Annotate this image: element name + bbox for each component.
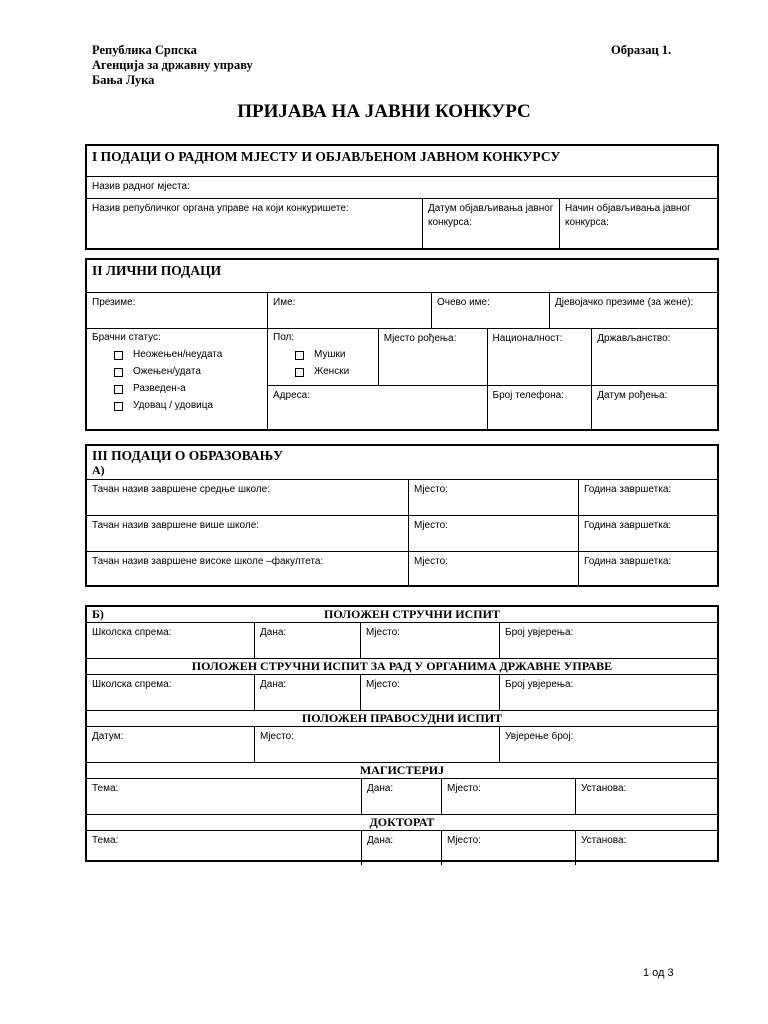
section-3-title: III ПОДАЦИ О ОБРАЗОВАЊУ — [92, 448, 284, 463]
masters-institution-field[interactable]: Установа: — [575, 779, 717, 814]
checkbox-icon[interactable] — [295, 368, 304, 377]
father-name-field[interactable]: Очево име: — [431, 293, 549, 328]
section-personal-data — [85, 258, 719, 431]
exam-3-date-field[interactable]: Датум: — [92, 731, 124, 742]
marital-option-divorced[interactable]: Разведен-а — [114, 382, 262, 396]
high-school-year-field[interactable]: Година завршетка: — [578, 480, 717, 515]
exam-2-row — [87, 674, 717, 710]
exam-2-title: ПОЛОЖЕН СТРУЧНИ ИСПИТ ЗА РАД У ОРГАНИМА ДРЖАВНЕ УПРАВЕ — [87, 658, 717, 674]
publication-date-field[interactable]: Датум објављивања јавног конкурса: — [422, 199, 559, 248]
exam-2-place-field[interactable]: Мјесто: — [360, 675, 499, 710]
doctorate-row — [87, 830, 717, 865]
org-line-1: Република Српска — [92, 43, 197, 57]
checkbox-icon[interactable] — [114, 385, 123, 394]
masters-topic-field[interactable]: Тема: — [92, 783, 119, 794]
job-name-field[interactable]: Назив радног мјеста: — [92, 181, 190, 192]
gender-birth-row — [268, 329, 717, 386]
org-line-2: Агенција за државну управу — [92, 58, 253, 72]
exam-1-row — [87, 622, 717, 658]
checkbox-icon[interactable] — [114, 368, 123, 377]
birthdate-field[interactable]: Датум рођења: — [591, 386, 717, 429]
exam-1-heading-row — [87, 607, 717, 622]
section-3-heading — [87, 446, 717, 479]
section-3-sub-label: А) — [92, 463, 105, 477]
high-school-row — [87, 479, 717, 515]
section-b-label: Б) — [92, 607, 104, 621]
gender-option-male[interactable]: Мушки — [295, 348, 373, 362]
checkbox-icon[interactable] — [114, 351, 123, 360]
exam-2-school-level-field[interactable]: Школска спрема: — [92, 679, 172, 690]
checkbox-icon[interactable] — [114, 402, 123, 411]
marital-option-single[interactable]: Неожењен/неудата — [114, 348, 262, 362]
exam-1-day-field[interactable]: Дана: — [254, 623, 360, 658]
college-year-field[interactable]: Година завршетка: — [578, 516, 717, 551]
exam-1-place-field[interactable]: Мјесто: — [360, 623, 499, 658]
exam-2-cert-field[interactable]: Број увјерења: — [499, 675, 717, 710]
marital-option-married[interactable]: Ожењен/удата — [114, 365, 262, 379]
address-row — [268, 386, 717, 429]
university-name-field[interactable]: Тачан назив завршене високе школе –факултета: — [92, 556, 324, 567]
gender-label: Пол: — [273, 332, 295, 343]
personal-details-row — [87, 328, 717, 429]
personal-details-grid — [267, 329, 717, 429]
exam-3-title: ПОЛОЖЕН ПРАВОСУДНИ ИСПИТ — [87, 710, 717, 726]
organ-row — [87, 198, 717, 248]
org-line-3: Бања Лука — [92, 73, 155, 87]
name-field[interactable]: Име: — [267, 293, 431, 328]
college-place-field[interactable]: Мјесто: — [408, 516, 578, 551]
gender-field — [268, 329, 378, 385]
high-school-place-field[interactable]: Мјесто: — [408, 480, 578, 515]
exam-3-cert-field[interactable]: Увјерење број: — [499, 727, 717, 762]
doctorate-topic-field[interactable]: Тема: — [92, 835, 119, 846]
high-school-name-field[interactable]: Тачан назив завршене средње школе: — [92, 484, 271, 495]
college-row — [87, 515, 717, 551]
names-row — [87, 292, 717, 328]
checkbox-icon[interactable] — [295, 351, 304, 360]
college-name-field[interactable]: Тачан назив завршене више школе: — [92, 520, 260, 531]
exam-1-cert-field[interactable]: Број увјерења: — [499, 623, 717, 658]
exam-3-row — [87, 726, 717, 762]
doctorate-title: ДОКТОРАТ — [87, 814, 717, 830]
section-1-heading: I ПОДАЦИ О РАДНОМ МЈЕСТУ И ОБЈАВЉЕНОМ ЈАВНОМ КОНКУРСУ — [92, 149, 561, 164]
section-education — [85, 444, 719, 587]
section-job-info — [85, 144, 719, 250]
university-year-field[interactable]: Година завршетка: — [578, 552, 717, 585]
job-name-row — [87, 176, 717, 198]
marital-option-widowed[interactable]: Удовац / удовица — [114, 399, 262, 413]
marital-status-field — [87, 329, 267, 429]
citizenship-field[interactable]: Држављанство: — [591, 329, 717, 385]
masters-place-field[interactable]: Мјесто: — [441, 779, 575, 814]
marital-status-label: Брачни статус: — [92, 332, 161, 343]
birthplace-field[interactable]: Мјесто рођења: — [378, 329, 487, 385]
organ-field[interactable]: Назив републичког органа управе на који конкуришете: — [92, 203, 349, 214]
address-field[interactable]: Адреса: — [273, 390, 310, 401]
doctorate-place-field[interactable]: Мјесто: — [441, 831, 575, 865]
section-exams — [85, 605, 719, 862]
masters-day-field[interactable]: Дана: — [361, 779, 441, 814]
exam-2-day-field[interactable]: Дана: — [254, 675, 360, 710]
doctorate-institution-field[interactable]: Установа: — [575, 831, 717, 865]
form-number: Образац 1. — [611, 43, 672, 57]
section-2-heading: II ЛИЧНИ ПОДАЦИ — [92, 263, 222, 278]
surname-field[interactable]: Презиме: — [92, 297, 136, 308]
masters-row — [87, 778, 717, 814]
org-header — [92, 43, 253, 88]
gender-option-female[interactable]: Женски — [295, 365, 373, 379]
university-row — [87, 551, 717, 585]
doctorate-day-field[interactable]: Дана: — [361, 831, 441, 865]
nationality-field[interactable]: Националност: — [487, 329, 592, 385]
publication-method-field[interactable]: Начин објављивања јавног конкурса: — [559, 199, 717, 248]
masters-title: МАГИСТЕРИЈ — [87, 762, 717, 778]
exam-3-place-field[interactable]: Мјесто: — [254, 727, 499, 762]
document-title: ПРИЈАВА НА ЈАВНИ КОНКУРС — [237, 101, 531, 122]
university-place-field[interactable]: Мјесто: — [408, 552, 578, 585]
phone-field[interactable]: Број телефона: — [487, 386, 592, 429]
maiden-name-field[interactable]: Дјевојачко презиме (за жене): — [549, 293, 717, 328]
exam-1-school-level-field[interactable]: Школска спрема: — [92, 627, 172, 638]
exam-1-title: ПОЛОЖЕН СТРУЧНИ ИСПИТ — [324, 607, 500, 621]
page-number: 1 од 3 — [643, 967, 674, 979]
